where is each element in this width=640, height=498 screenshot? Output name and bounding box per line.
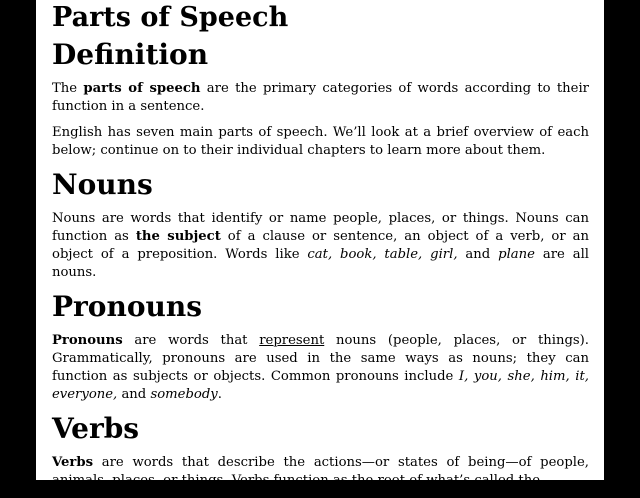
nouns-bold: the subject <box>135 229 221 244</box>
pronouns-text-2: nouns (people, places, or things). Grammatically, pronouns are used in the same ways as nouns; they can function as subjects or objects. Common pronouns include <box>52 333 589 384</box>
document-content <box>52 0 589 498</box>
pronouns-examples-1: I, you, she, him, it, everyone, <box>52 369 589 402</box>
verbs-paragraph <box>52 454 589 490</box>
pronouns-examples-2: somebody <box>150 387 218 402</box>
verbs-text-1: are words that describe the actions—or states of being—of people, animals, places, or things. Verbs function as the root of what’s called the <box>52 455 589 488</box>
nouns-text-4: are all nouns. <box>52 247 590 280</box>
nouns-paragraph <box>52 210 589 282</box>
nouns-examples-1: cat, book, table, girl, <box>307 247 458 262</box>
nouns-examples-2: plane <box>498 247 535 262</box>
pronouns-text-1: are words that <box>122 333 260 348</box>
verbs-heading: Verbs <box>52 412 140 445</box>
nouns-text-3: and <box>457 247 499 262</box>
pronouns-bold: Pronouns <box>52 333 123 348</box>
page-title: Parts of Speech <box>52 2 289 33</box>
definition-paragraph-1 <box>52 80 589 116</box>
nouns-heading: Nouns <box>52 168 153 201</box>
pronouns-heading: Pronouns <box>52 290 202 323</box>
pronouns-text-4: . <box>217 387 222 402</box>
definition-heading: Definition <box>52 38 209 71</box>
definition-p1-bold: parts of speech <box>83 81 201 96</box>
pronouns-paragraph <box>52 332 589 404</box>
nouns-text-2: of a clause or sentence, an object of a verb, or an object of a preposition. Words like <box>52 229 589 262</box>
nouns-text-1: Nouns are words that identify or name people, places, or things. Nouns can function as <box>52 211 589 244</box>
definition-paragraph-2: English has seven main parts of speech. We’ll look at a brief overview of each below; continue on to their individual chapters to learn more about them. <box>52 125 589 158</box>
verbs-bold: Verbs <box>52 455 94 470</box>
pronouns-underline: represent <box>259 333 325 348</box>
definition-p1-post: are the primary categories of words according to their function in a sentence. <box>52 81 589 114</box>
definition-p1-pre: The <box>52 81 84 96</box>
pronouns-text-3: and <box>117 387 151 402</box>
document-page <box>36 0 604 488</box>
